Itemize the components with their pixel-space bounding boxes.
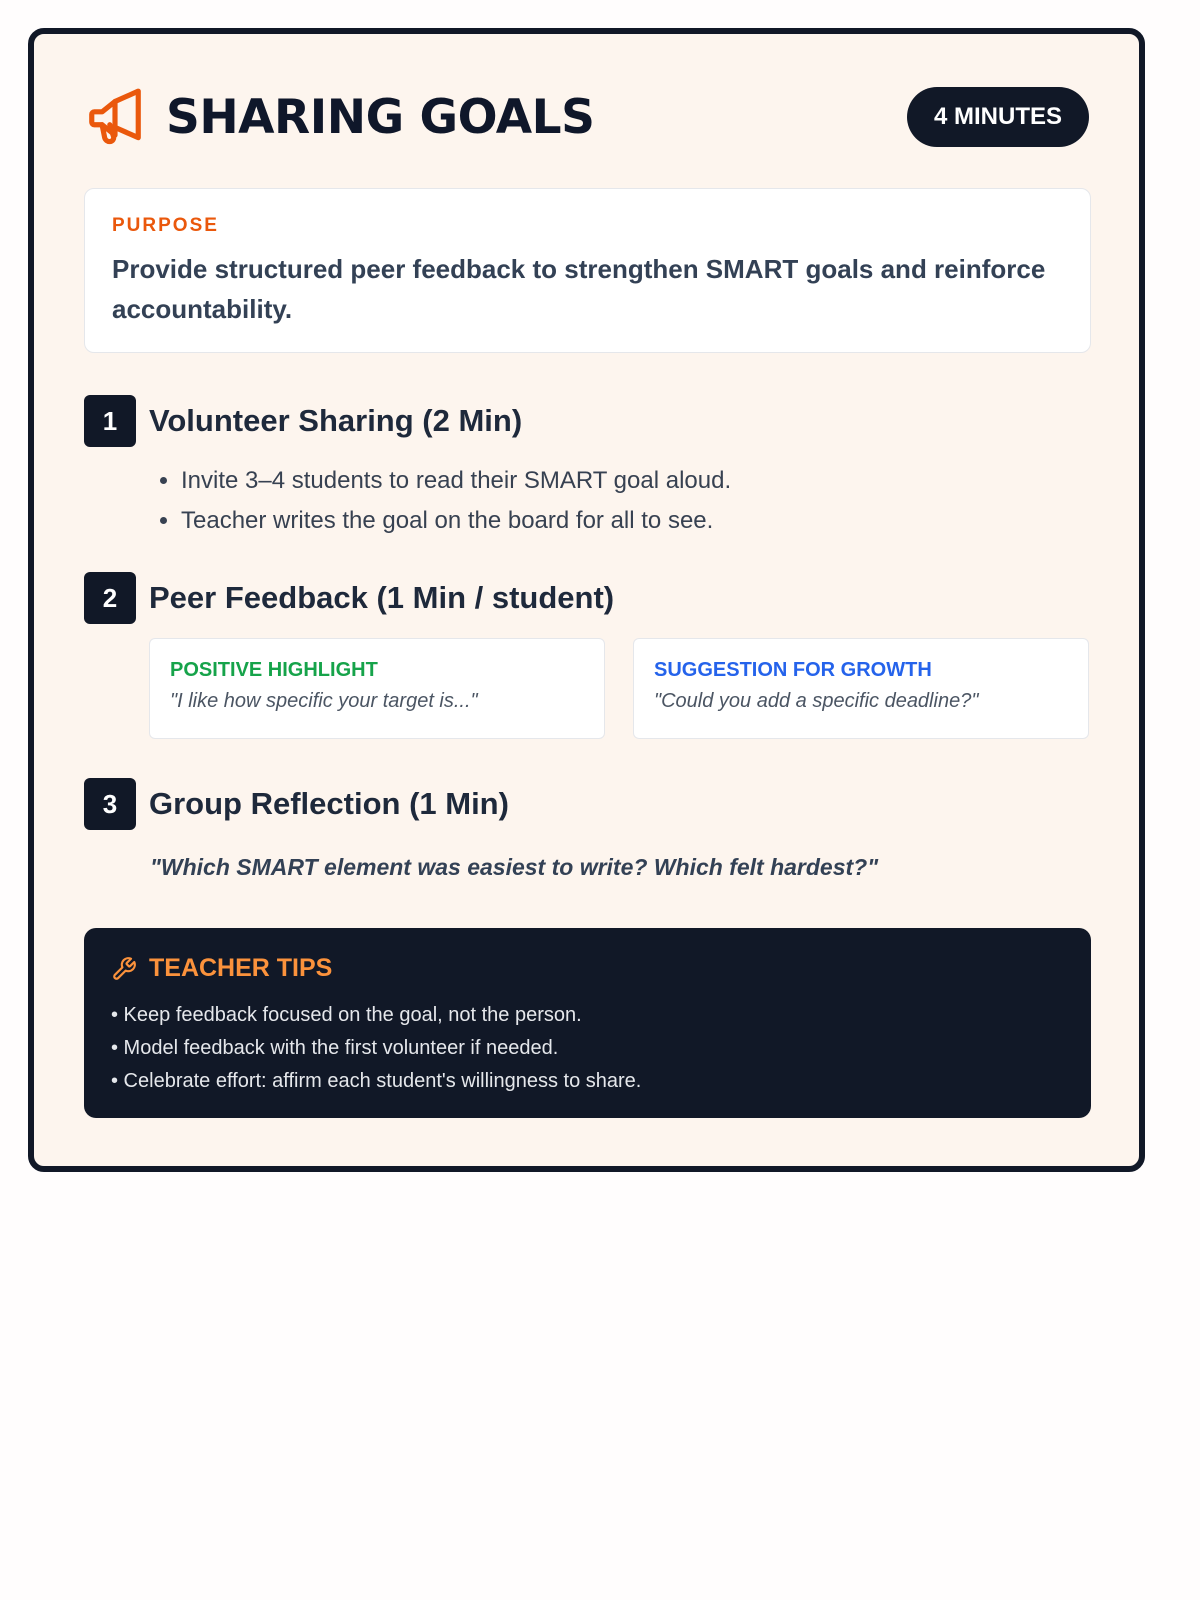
step-header bbox=[84, 395, 1089, 447]
wrench-icon bbox=[111, 956, 137, 982]
feedback-label: POSITIVE HIGHLIGHT bbox=[170, 659, 378, 681]
step-1 bbox=[84, 395, 1089, 541]
feedback-quote: "Could you add a specific deadline?" bbox=[654, 690, 979, 712]
bullet-item: • Invite 3–4 students to read their SMART goal aloud. bbox=[181, 461, 1089, 501]
growth-suggestion-card bbox=[633, 638, 1089, 739]
step-bullets bbox=[149, 461, 1089, 541]
positive-highlight-card bbox=[149, 638, 605, 739]
step-2 bbox=[84, 572, 1089, 739]
tip-item: • Keep feedback focused on the goal, not the person. bbox=[111, 1004, 582, 1026]
tips-list bbox=[111, 999, 1064, 1098]
title-group bbox=[84, 86, 594, 148]
megaphone-icon bbox=[84, 86, 146, 148]
step-number: 2 bbox=[84, 572, 136, 624]
step-header bbox=[84, 572, 1089, 624]
tips-header bbox=[111, 954, 1064, 983]
step-number: 1 bbox=[84, 395, 136, 447]
duration-badge: 4 MINUTES bbox=[907, 87, 1089, 147]
tips-title: TEACHER TIPS bbox=[149, 954, 333, 982]
feedback-quote: "I like how specific your target is..." bbox=[170, 690, 478, 712]
step-title: Volunteer Sharing (2 Min) bbox=[149, 403, 523, 438]
step-number: 3 bbox=[84, 778, 136, 830]
tip-item: • Model feedback with the first volunteer if needed. bbox=[111, 1037, 559, 1059]
page-title: SHARING GOALS bbox=[166, 89, 595, 145]
card-header bbox=[84, 86, 1089, 148]
feedback-cards bbox=[149, 638, 1089, 739]
lesson-card bbox=[28, 28, 1145, 1172]
step-title: Peer Feedback (1 Min / student) bbox=[149, 580, 615, 615]
step-3 bbox=[84, 778, 1089, 881]
tip-item: • Celebrate effort: affirm each student's willingness to share. bbox=[111, 1070, 642, 1092]
bullet-item: • Teacher writes the goal on the board for all to see. bbox=[181, 501, 1089, 541]
purpose-label: PURPOSE bbox=[112, 215, 219, 236]
purpose-text: Provide structured peer feedback to strengthen SMART goals and reinforce accountability. bbox=[112, 254, 1046, 324]
step-title: Group Reflection (1 Min) bbox=[149, 786, 509, 821]
reflection-quote: "Which SMART element was easiest to write? Which felt hardest?" bbox=[150, 854, 879, 880]
purpose-box bbox=[84, 188, 1091, 353]
teacher-tips-box bbox=[84, 928, 1091, 1118]
feedback-label: SUGGESTION FOR GROWTH bbox=[654, 659, 932, 681]
step-header bbox=[84, 778, 1089, 830]
